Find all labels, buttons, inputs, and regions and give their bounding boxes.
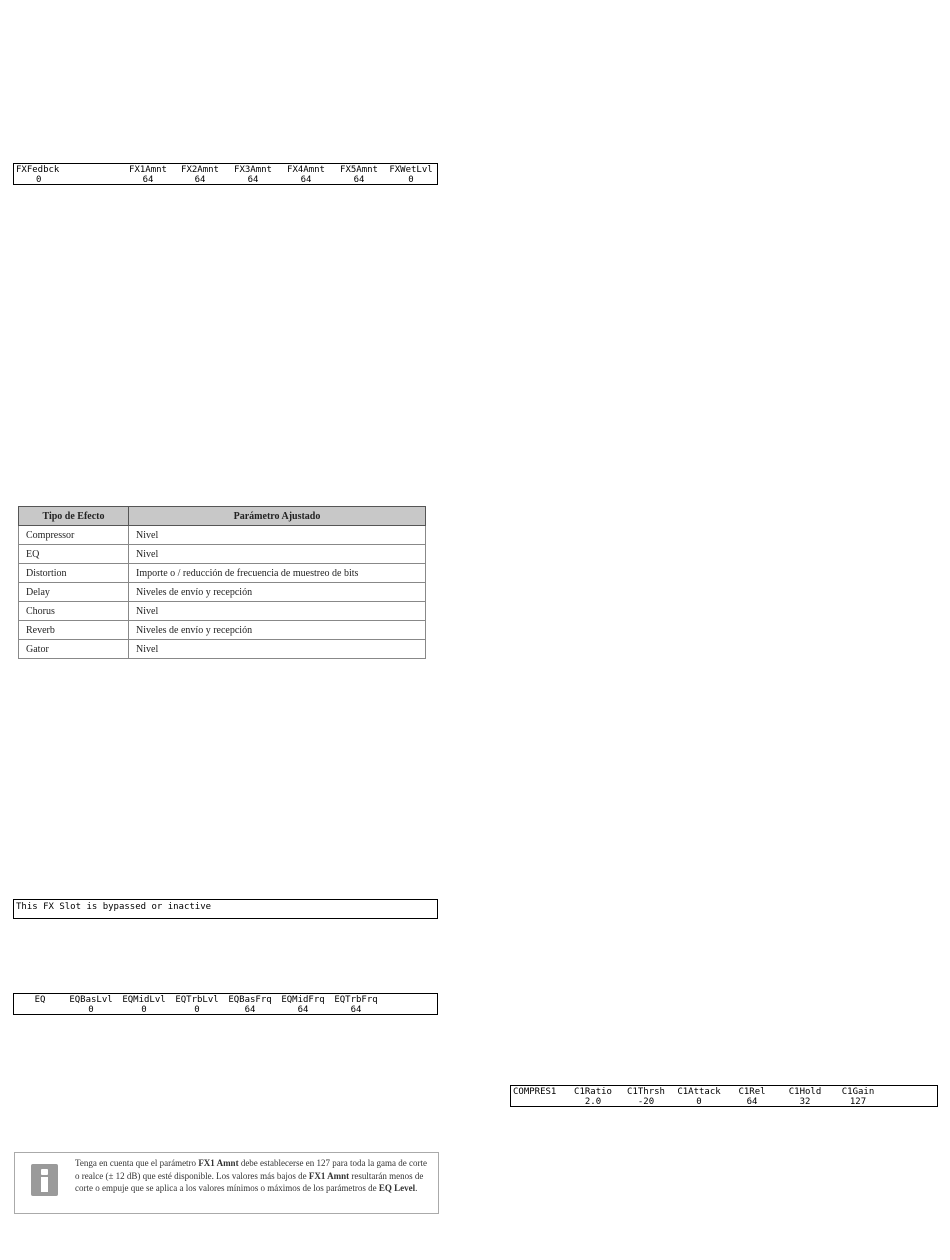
lcd-cell-compres1 — [513, 1087, 565, 1097]
effect-type-cell: Compressor — [19, 526, 129, 545]
table-row — [19, 545, 426, 564]
lcd-cell-c1attack — [672, 1087, 726, 1107]
lcd-value: 64 — [350, 1005, 362, 1015]
lcd-value: 64 — [142, 175, 154, 185]
lcd-cell-c1rel — [725, 1087, 779, 1107]
lcd-value: 2.0 — [584, 1097, 602, 1107]
lcd-value: 0 — [141, 1005, 147, 1015]
lcd-value: 0 — [88, 1005, 94, 1015]
lcd-cell-c1thrsh — [619, 1087, 673, 1107]
lcd-value: 64 — [244, 1005, 256, 1015]
lcd-cell-fx4amnt — [281, 165, 331, 185]
lcd-cell-eqbaslvl — [65, 995, 117, 1015]
lcd-cell-eqtrbfrq — [330, 995, 382, 1015]
lcd-label: C1Rel — [738, 1087, 766, 1097]
effect-type-cell: Delay — [19, 583, 129, 602]
column-header-adjusted-parameter: Parámetro Ajustado — [129, 507, 426, 526]
lcd-cell-fx1amnt — [123, 165, 173, 185]
effect-type-cell: Reverb — [19, 621, 129, 640]
lcd-cell-c1gain — [831, 1087, 885, 1107]
parameter-cell: Niveles de envío y recepción — [129, 583, 426, 602]
lcd-value: 0 — [696, 1097, 702, 1107]
lcd-label: C1Gain — [841, 1087, 875, 1097]
lcd-cell-c1hold — [778, 1087, 832, 1107]
lcd-value: 64 — [300, 175, 312, 185]
lcd-label: C1Thrsh — [627, 1087, 665, 1097]
effect-type-cell: Chorus — [19, 602, 129, 621]
lcd-label: COMPRES1 — [513, 1087, 557, 1097]
lcd-value: 127 — [849, 1097, 867, 1107]
parameter-cell: Nivel — [129, 602, 426, 621]
parameter-cell: Importe o / reducción de frecuencia de muestreo de bits — [129, 564, 426, 583]
effect-type-cell: EQ — [19, 545, 129, 564]
table-row — [19, 621, 426, 640]
table-row — [19, 526, 426, 545]
lcd-label: FX5Amnt — [340, 165, 378, 175]
lcd-value: 32 — [799, 1097, 811, 1107]
lcd-value: 64 — [297, 1005, 309, 1015]
lcd-label: EQ — [34, 995, 46, 1005]
lcd-label: EQMidLvl — [122, 995, 166, 1005]
lcd-value: 0 — [408, 175, 414, 185]
table-row — [19, 640, 426, 659]
parameter-cell: Nivel — [129, 545, 426, 564]
column-header-effect-type: Tipo de Efecto — [19, 507, 129, 526]
lcd-cell-c1ratio — [567, 1087, 619, 1107]
lcd-label: C1Attack — [677, 1087, 721, 1097]
lcd-label: FX1Amnt — [129, 165, 167, 175]
lcd-label: FXWetLvl — [389, 165, 433, 175]
table-row — [19, 583, 426, 602]
lcd-value: 0 — [36, 175, 42, 185]
lcd-cell-fx2amnt — [175, 165, 225, 185]
eq-lcd — [13, 993, 438, 1015]
effect-type-cell: Gator — [19, 640, 129, 659]
lcd-value: 64 — [746, 1097, 758, 1107]
table-row — [19, 602, 426, 621]
lcd-value: 64 — [247, 175, 259, 185]
lcd-value: -20 — [637, 1097, 655, 1107]
note-bold-param: FX1 Amnt — [308, 1170, 350, 1181]
lcd-label: FX3Amnt — [234, 165, 272, 175]
info-icon — [31, 1164, 58, 1196]
lcd-cell-fxwetlvl — [385, 165, 437, 185]
lcd-cell-fxfedbck — [16, 165, 66, 185]
note-text: Tenga en cuenta que el parámetro — [75, 1158, 199, 1168]
lcd-label: EQBasLvl — [69, 995, 113, 1005]
note-bold-param: EQ Level — [378, 1183, 416, 1193]
lcd-cell-eq — [20, 995, 60, 1005]
table-header-row — [19, 507, 426, 526]
lcd-cell-eqbasfrq — [224, 995, 276, 1015]
effect-type-table — [18, 506, 426, 659]
info-note — [14, 1152, 439, 1214]
lcd-cell-eqtrblvl — [171, 995, 223, 1015]
lcd-cell-fx3amnt — [228, 165, 278, 185]
note-text: debe establecerse en 127 para toda la gama de corte o realce (± 12 dB) que esté disponible. Los valores más bajos de — [75, 1158, 427, 1181]
table-row — [19, 564, 426, 583]
note-bold-param: FX1 Amnt — [198, 1158, 239, 1168]
lcd-label: C1Hold — [788, 1087, 822, 1097]
bypassed-message: This FX Slot is bypassed or inactive — [16, 902, 212, 912]
info-note-text — [75, 1157, 433, 1195]
lcd-value: 64 — [194, 175, 206, 185]
lcd-cell-eqmidlvl — [118, 995, 170, 1015]
fx-amount-lcd — [13, 163, 438, 185]
bypassed-lcd — [13, 899, 438, 919]
lcd-cell-fx5amnt — [334, 165, 384, 185]
note-text: . — [415, 1183, 418, 1193]
lcd-label: EQMidFrq — [281, 995, 325, 1005]
lcd-label: FXFedbck — [16, 165, 60, 175]
lcd-value: 0 — [194, 1005, 200, 1015]
effect-type-cell: Distortion — [19, 564, 129, 583]
lcd-label: EQTrbLvl — [175, 995, 219, 1005]
lcd-value: 64 — [353, 175, 365, 185]
parameter-cell: Nivel — [129, 526, 426, 545]
compressor-lcd — [510, 1085, 938, 1107]
lcd-label: EQBasFrq — [228, 995, 272, 1005]
parameter-cell: Niveles de envío y recepción — [129, 621, 426, 640]
lcd-label: C1Ratio — [574, 1087, 612, 1097]
lcd-cell-eqmidfrq — [277, 995, 329, 1015]
lcd-label: FX4Amnt — [287, 165, 325, 175]
lcd-label: FX2Amnt — [181, 165, 219, 175]
lcd-label: EQTrbFrq — [334, 995, 378, 1005]
parameter-cell: Nivel — [129, 640, 426, 659]
note-text: resultarán menos de corte o empuje que se aplica a los valores mínimos o máximos de los parámetros de — [75, 1170, 424, 1193]
